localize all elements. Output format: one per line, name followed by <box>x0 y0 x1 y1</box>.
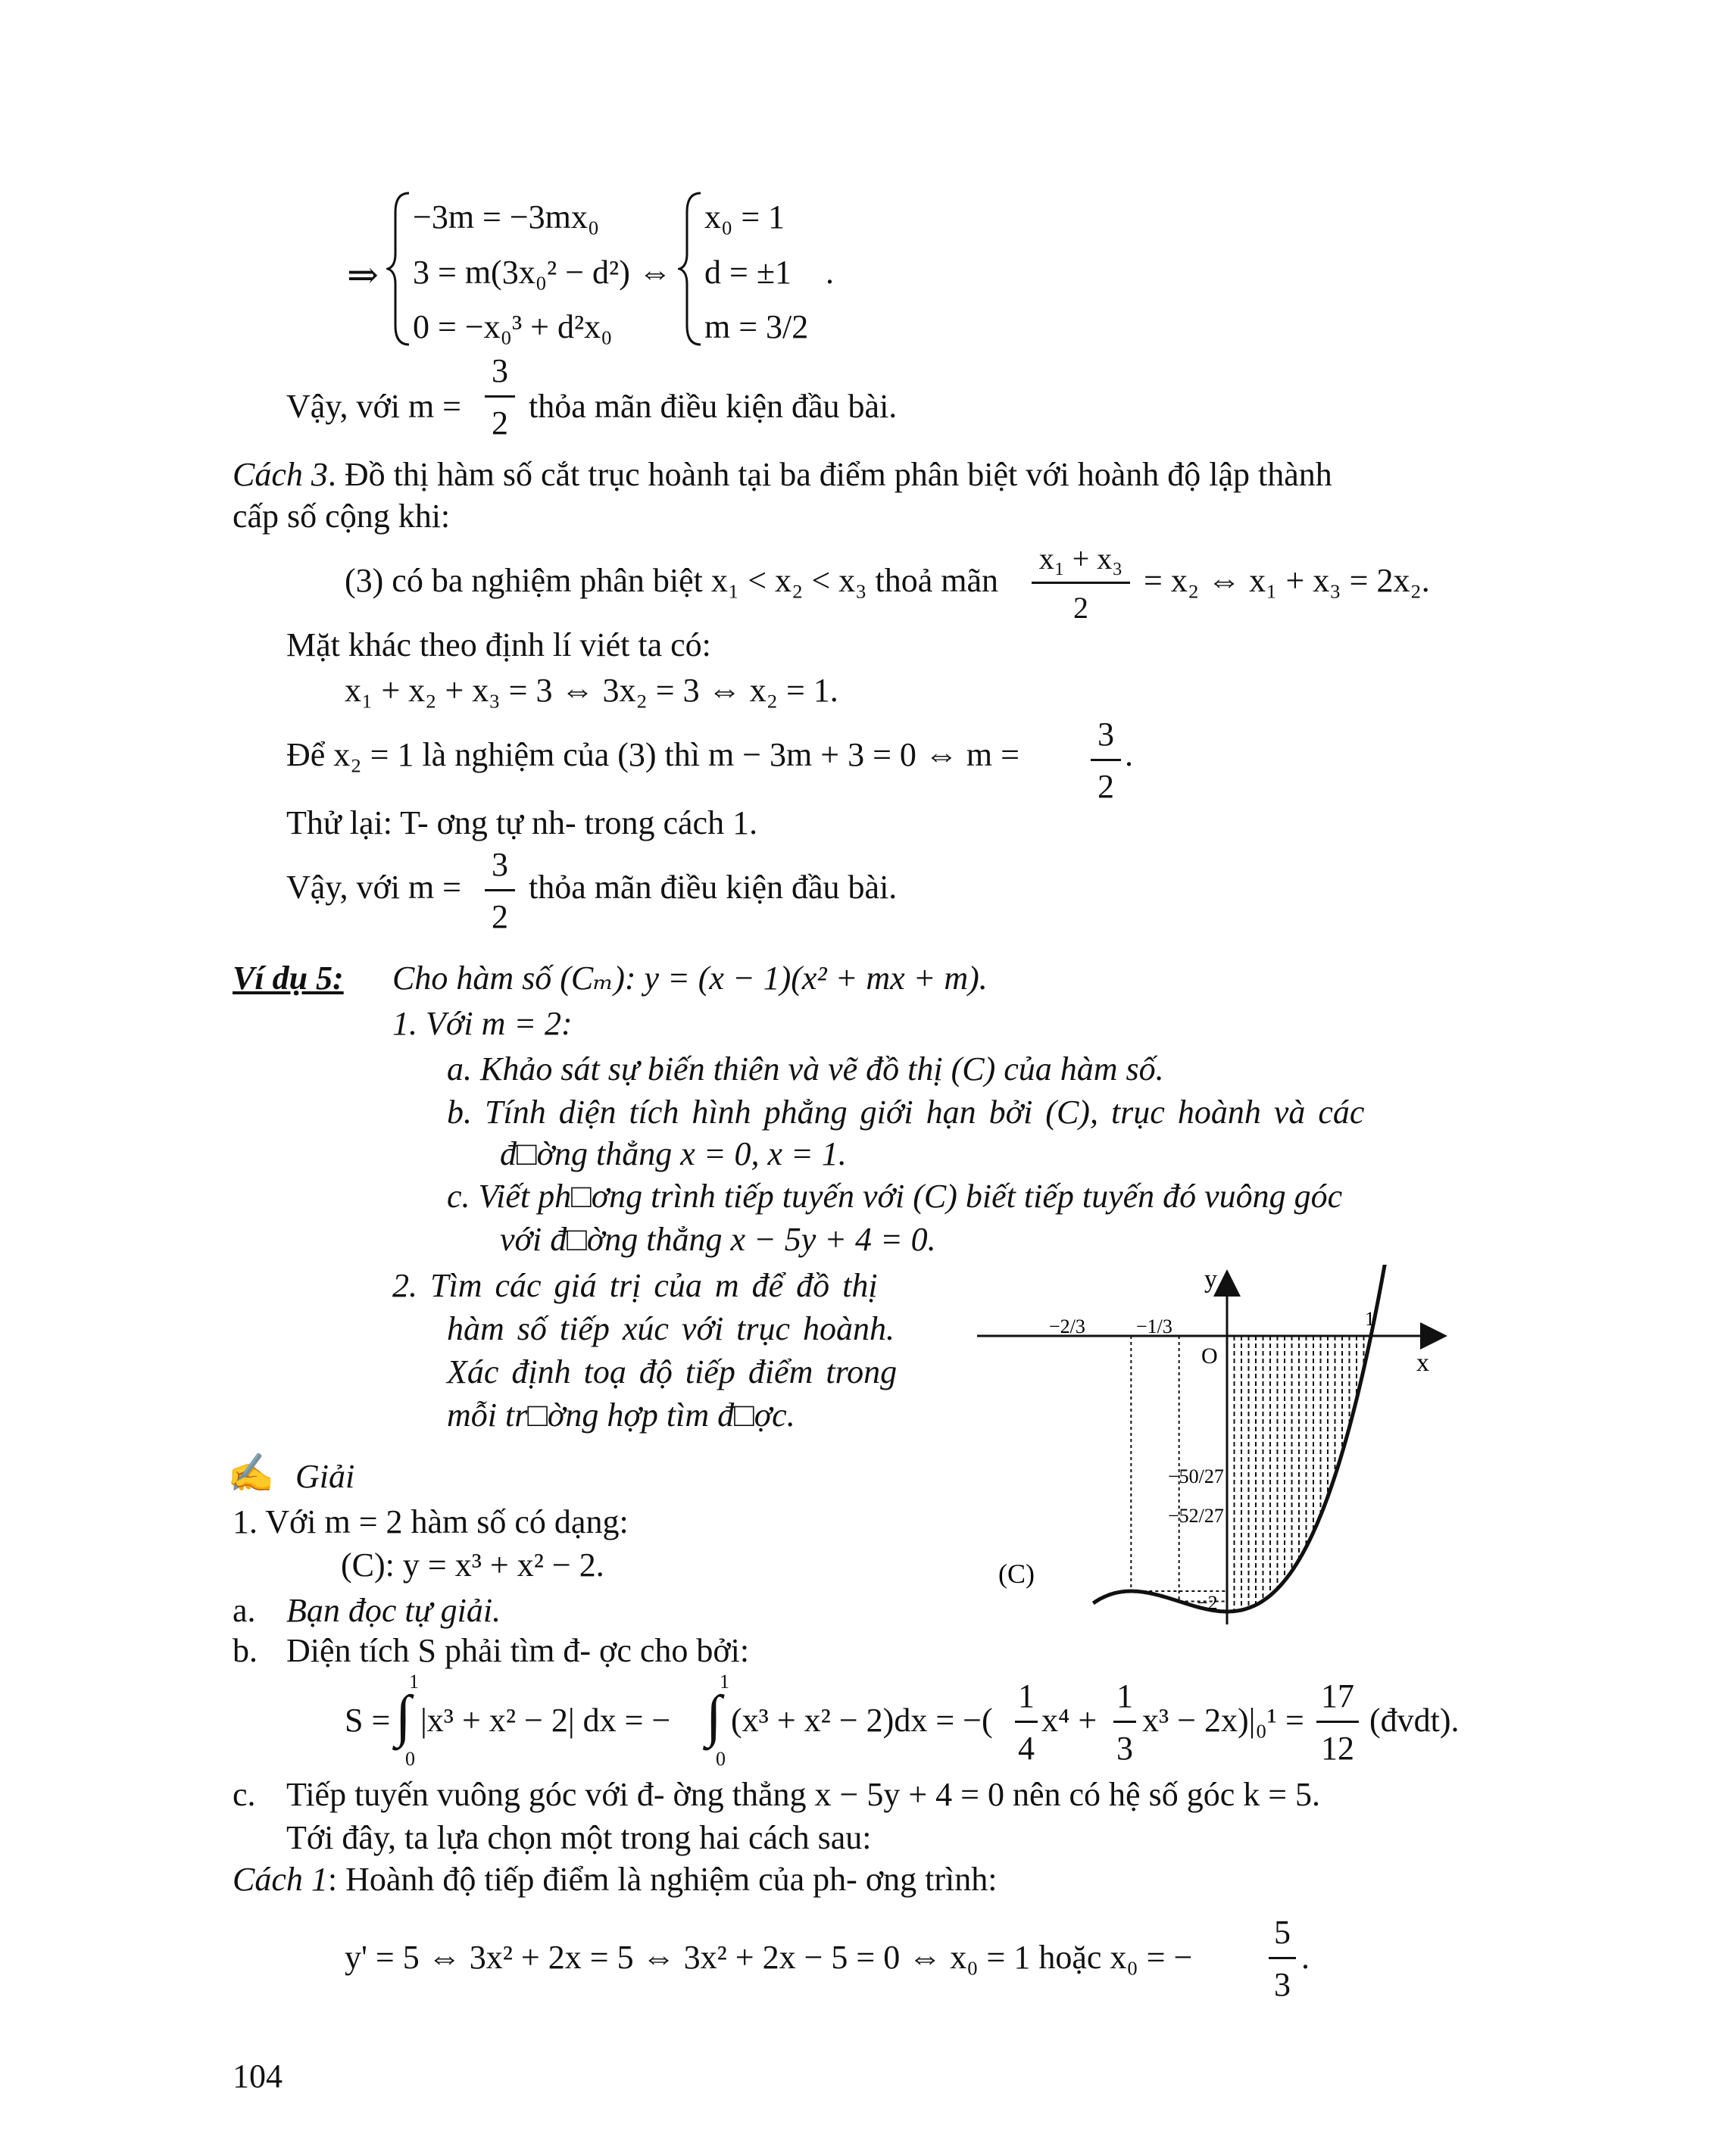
item-c-text: Tiếp tuyến vuông góc với đ- ờng thẳng x − 5y + 4 = 0 nên có hệ số góc k = 5. <box>286 1776 1321 1813</box>
fraction-1-4: 1 4 <box>1015 1680 1038 1765</box>
example-5-label: Ví dụ 5: <box>233 960 344 997</box>
integral-sign-1: ∫ <box>395 1684 411 1748</box>
integral-1-upper: 1 <box>409 1671 419 1693</box>
origin-label: O <box>1201 1343 1218 1368</box>
curve-label: (C) <box>998 1559 1035 1589</box>
integral-x4: x⁴ + <box>1041 1702 1097 1739</box>
fraction-x1-x3: x₁ + x₃ 2 <box>1032 544 1130 623</box>
cach3-condition-pre: (3) có ba nghiệm phân biệt x₁ < x₂ < x₃ thoả mãn <box>345 562 999 599</box>
viet-equation: x₁ + x₂ + x₃ = 3 ⇔ 3x₂ = 3 ⇔ x₂ = 1. <box>345 672 838 709</box>
conclusion-2-pre: Vậy, với m = <box>286 869 461 906</box>
derivative-period: . <box>1301 1939 1310 1976</box>
tick-minus-50-27: −50/27 <box>1168 1465 1224 1487</box>
conclusion-1-pre: Vậy, với m = <box>286 388 461 425</box>
solution-line2: (C): y = x³ + x² − 2. <box>341 1546 604 1584</box>
part-2-line3: Xác định toạ độ tiếp điểm trong <box>447 1353 898 1390</box>
solution-1: x₀ = 1 <box>704 198 785 236</box>
part-2-line2: hàm số tiếp xúc với trục hoành. <box>447 1310 895 1347</box>
part-1b-line1: b. Tính diện tích hình phẳng giới hạn bởi (C), trục hoành và các <box>447 1094 1365 1131</box>
item-c-label: c. <box>233 1776 256 1813</box>
solution-line1: 1. Với m = 2 hàm số có dạng: <box>233 1503 629 1540</box>
integral-s: S = <box>345 1702 391 1739</box>
tick-minus-2: −2 <box>1197 1592 1218 1614</box>
function-graph <box>977 1265 1462 1636</box>
item-b-text: Diện tích S phải tìm đ- ợc cho bởi: <box>286 1632 750 1669</box>
conclusion-1-post: thỏa mãn điều kiện đầu bài. <box>529 388 898 425</box>
x-axis-label: x <box>1416 1349 1429 1377</box>
item-a-text: Bạn đọc tự giải. <box>286 1592 501 1629</box>
cach3-heading: Cách 3. Đồ thị hàm số cắt trục hoành tại ba điểm phân biệt với hoành độ lập thành <box>233 456 1332 493</box>
integral-2-upper: 1 <box>720 1671 729 1693</box>
fraction-3-2-c: 3 2 <box>485 848 515 934</box>
solution-title: Giải <box>295 1458 355 1495</box>
part-1a: a. Khảo sát sự biến thiên và vẽ đồ thị (C) của hàm số. <box>447 1050 1164 1088</box>
tick-1: 1 <box>1365 1308 1375 1330</box>
example-5-intro: Cho hàm số (Cₘ): y = (x − 1)(x² + mx + m). <box>392 960 988 997</box>
part-1c-line2: với đ□ờng thẳng x − 5y + 4 = 0. <box>500 1221 936 1258</box>
cach3-line2: cấp số cộng khi: <box>233 498 451 535</box>
fraction-1-3: 1 3 <box>1113 1680 1136 1765</box>
tick-minus-1-3: −1/3 <box>1136 1315 1172 1337</box>
solution-3: m = 3/2 <box>704 308 809 345</box>
thu-lai: Thử lại: T- ơng tự nh- trong cách 1. <box>286 804 758 841</box>
item-a-label: a. <box>233 1592 256 1629</box>
shaded-area <box>1235 1336 1364 1612</box>
y-axis-label: y <box>1204 1265 1217 1294</box>
implies-arrow: ⇒ <box>347 254 379 296</box>
integral-1-body: |x³ + x² − 2| dx = − <box>420 1702 671 1739</box>
solution-brace <box>678 189 708 348</box>
tick-minus-52-27: −52/27 <box>1168 1505 1224 1527</box>
solution-2: d = ±1 <box>704 254 792 291</box>
integral-1-lower: 0 <box>405 1748 415 1770</box>
part-1b-line2: đ□ờng thẳng x = 0, x = 1. <box>500 1135 847 1172</box>
fraction-5-3: 5 3 <box>1269 1916 1296 2002</box>
pencil-icon: ✍ <box>227 1452 275 1494</box>
tick-minus-2-3: −2/3 <box>1049 1315 1085 1337</box>
cach1-line: Cách 1: Hoành độ tiếp điểm là nghiệm của ph- ơng trình: <box>233 1861 998 1898</box>
derivative-equation: y' = 5 ⇔ 3x² + 2x = 5 ⇔ 3x² + 2x − 5 = 0 ⇔ x₀ = 1 hoặc x₀ = − <box>345 1939 1193 1976</box>
integral-2-body: (x³ + x² − 2)dx = −( <box>731 1702 993 1739</box>
conclusion-2-post: thỏa mãn điều kiện đầu bài. <box>529 869 898 906</box>
fraction-3-2-b: 3 2 <box>1091 718 1121 804</box>
system-eq-2: 3 = m(3x₀² − d²) ⇔ <box>413 254 672 291</box>
item-b-label: b. <box>233 1632 258 1669</box>
part-1-heading: 1. Với m = 2: <box>392 1005 573 1042</box>
viet-intro: Mặt khác theo định lí viét ta có: <box>286 626 711 663</box>
system-eq-1: −3m = −3mx₀ <box>413 198 600 236</box>
page-number: 104 <box>233 2058 283 2095</box>
system-period: . <box>826 254 834 291</box>
item-c-text2: Tới đây, ta lựa chọn một trong hai cách sau: <box>286 1819 872 1856</box>
integral-2-lower: 0 <box>716 1748 726 1770</box>
integral-unit: (đvdt). <box>1369 1702 1460 1739</box>
de-x2-pre: Để x₂ = 1 là nghiệm của (3) thì m − 3m + 3 = 0 ⇔ m = <box>286 736 1019 773</box>
part-1c-line1: c. Viết ph□ơng trình tiếp tuyến với (C) biết tiếp tuyến đó vuông góc <box>447 1178 1343 1215</box>
de-x2-post: . <box>1125 736 1133 773</box>
part-2-line1: 2. Tìm các giá trị của m để đồ thị <box>392 1267 878 1304</box>
integral-x3: x³ − 2x)|₀¹ = <box>1142 1702 1304 1739</box>
system-eq-3: 0 = −x₀³ + d²x₀ <box>413 308 613 345</box>
fraction-17-12: 17 12 <box>1316 1680 1359 1765</box>
cach3-condition-post: = x₂ ⇔ x₁ + x₃ = 2x₂. <box>1144 562 1430 599</box>
part-2-line4: mỗi tr□ờng hợp tìm đ□ợc. <box>447 1396 795 1434</box>
integral-sign-2: ∫ <box>706 1684 722 1748</box>
fraction-3-2-a: 3 2 <box>485 354 515 440</box>
system-brace-left <box>386 189 417 348</box>
